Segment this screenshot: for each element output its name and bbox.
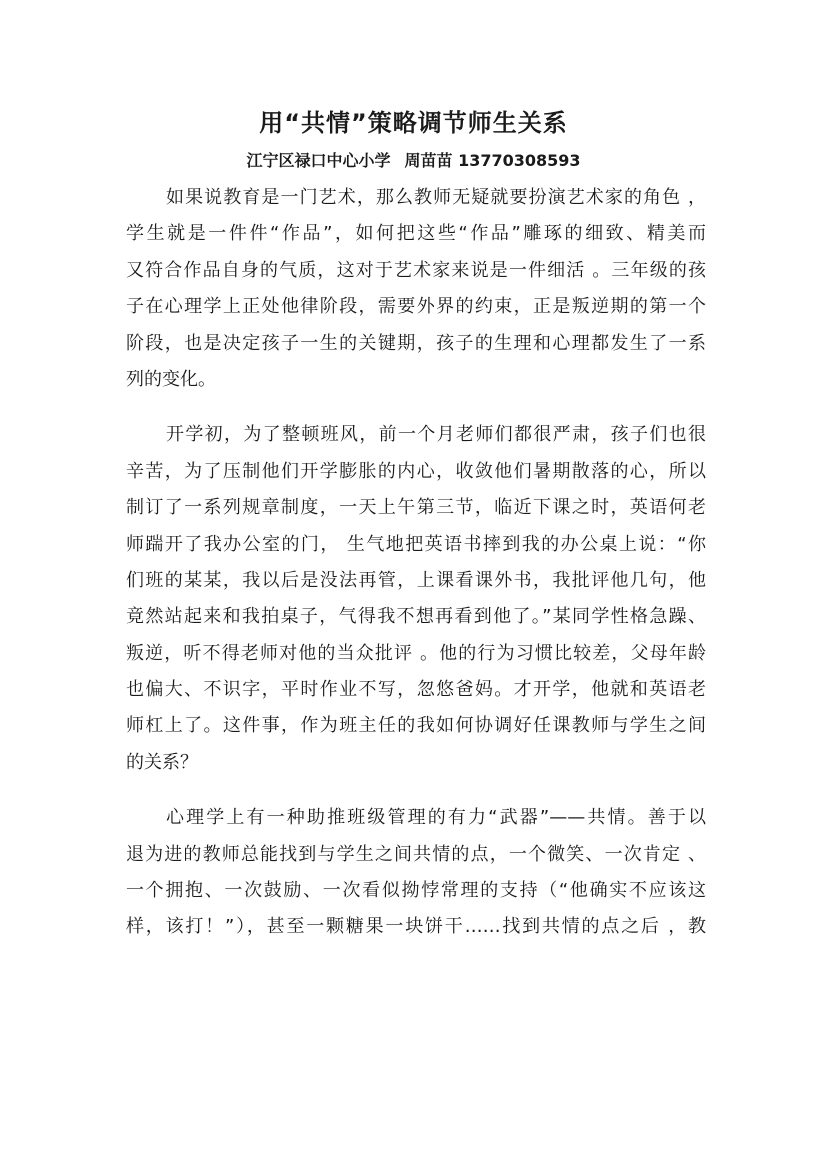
paragraph-line: 又符合作品自身的气质，这对于艺术家来说是一件细活 。三年级的孩	[126, 259, 706, 281]
paragraph-line: 如果说教育是一门艺术，那么教师无疑就要扮演艺术家的角色 ，	[166, 187, 706, 208]
byline-school: 江宁区禄口中心小学	[246, 151, 391, 170]
byline-author: 周苗苗	[404, 151, 453, 170]
paragraph-line: 竟然站起来和我拍桌子，气得我不想再看到他了。”某同学性格急躁、	[126, 606, 706, 628]
paragraph	[126, 417, 706, 781]
byline	[0, 148, 827, 171]
paragraph-line: 辛苦，为了压制他们开学膨胀的内心，收敛他们暑期散落的心，所以	[126, 460, 706, 482]
paragraph-line: 们班的某某，我以后是没法再管，上课看课外书，我批评他几句，他	[126, 569, 706, 591]
paragraph-line: 列的变化。	[126, 368, 216, 390]
paragraph-line: 师踹开了我办公室的门， 生气地把英语书摔到我的办公桌上说：“你	[126, 533, 706, 555]
paragraph-line: 退为进的教师总能找到与学生之间共情的点，一个微笑、一次肯定 、	[126, 843, 706, 865]
paragraph	[126, 180, 706, 398]
paragraph-line: 样，该打！”），甚至一颗糖果一块饼干……找到共情的点之后 ，教	[126, 916, 706, 938]
paragraph-line: 制订了一系列规章制度，一天上午第三节，临近下课之时，英语何老	[126, 497, 706, 519]
paragraph	[126, 800, 706, 946]
paragraph-line: 子在心理学上正处他律阶段，需要外界的约束，正是叛逆期的第一个	[126, 296, 706, 318]
document-body	[126, 180, 706, 965]
paragraph-line: 学生就是一件件“作品”，如何把这些“作品”雕琢的细致、精美而	[126, 223, 706, 245]
byline-phone: 13770308593	[458, 151, 581, 170]
paragraph-line: 的关系？	[126, 751, 198, 773]
paragraph-line: 心理学上有一种助推班级管理的有力“武器”——共情。善于以	[166, 807, 706, 829]
paragraph-line: 开学初，为了整顿班风，前一个月老师们都很严肃，孩子们也很	[166, 424, 706, 446]
paragraph-line: 阶段，也是决定孩子一生的关键期，孩子的生理和心理都发生了一系	[126, 332, 706, 354]
paragraph-line: 师杠上了。这件事，作为班主任的我如何协调好任课教师与学生之间	[126, 715, 706, 737]
paragraph-line: 一个拥抱、一次鼓励、一次看似拗悖常理的支持（“他确实不应该这	[126, 880, 706, 902]
document-title: 用“共情”策略调节师生关系	[259, 109, 568, 137]
paragraph-line: 叛逆，听不得老师对他的当众批评 。他的行为习惯比较差，父母年龄	[126, 642, 706, 664]
paragraph-line: 也偏大、不识字，平时作业不写，忽悠爸妈。才开学，他就和英语老	[126, 679, 706, 701]
